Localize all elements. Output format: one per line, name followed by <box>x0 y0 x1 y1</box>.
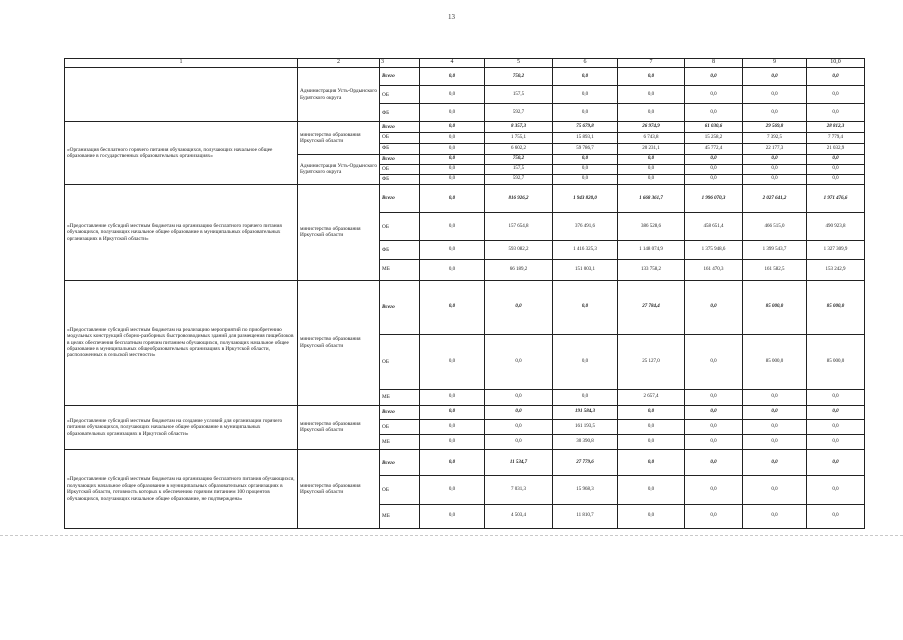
amount-cell: 85 000,0 <box>743 280 807 334</box>
column-number: 5 <box>485 59 553 68</box>
amount-cell: 1 416 325,3 <box>553 241 618 259</box>
column-number: 10,0 <box>807 59 865 68</box>
table-row <box>65 405 865 419</box>
amount-cell: 0,0 <box>618 154 685 164</box>
amount-cell: 0,0 <box>807 389 865 405</box>
amount-cell: 21 032,9 <box>807 143 865 154</box>
amount-cell: 376 491,6 <box>553 213 618 241</box>
column-number: 2 <box>298 59 380 68</box>
amount-cell: 1 943 820,0 <box>553 184 618 212</box>
amount-cell: 0,0 <box>685 86 743 104</box>
amount-cell: 0,0 <box>807 450 865 476</box>
funding-source: МБ <box>380 435 420 450</box>
table-body <box>65 59 865 529</box>
funding-source: ФБ <box>380 174 420 184</box>
amount-cell: 151 003,1 <box>553 259 618 280</box>
amount-cell: 0,0 <box>743 435 807 450</box>
amount-cell: 6 602,2 <box>485 143 553 154</box>
column-number-row <box>65 59 865 68</box>
amount-cell: 0,0 <box>685 174 743 184</box>
amount-cell: 0,0 <box>420 241 485 259</box>
amount-cell: 85 000,0 <box>743 335 807 389</box>
amount-cell: 466 515,0 <box>743 213 807 241</box>
amount-cell: 157 654,8 <box>485 213 553 241</box>
amount-cell: 816 926,2 <box>485 184 553 212</box>
amount-cell: 26 974,9 <box>618 122 685 132</box>
amount-cell: 0,0 <box>685 68 743 86</box>
amount-cell: 0,0 <box>685 419 743 434</box>
amount-cell: 0,0 <box>420 104 485 122</box>
amount-cell: 0,0 <box>743 154 807 164</box>
amount-cell: 6 743,8 <box>618 132 685 143</box>
funding-source: ФБ <box>380 104 420 122</box>
amount-cell: 161 582,5 <box>743 259 807 280</box>
amount-cell: 11 534,7 <box>485 450 553 476</box>
amount-cell: 0,0 <box>618 86 685 104</box>
measure-description: «Организация бесплатного горячего питания обучающихся, получающих начальное общее образование в государственных образовательных организациях» <box>65 122 298 185</box>
funding-source: МБ <box>380 389 420 405</box>
amount-cell: 0,0 <box>618 504 685 528</box>
funding-source: Всего <box>380 122 420 132</box>
amount-cell: 0,0 <box>618 419 685 434</box>
amount-cell: 0,0 <box>485 280 553 334</box>
funding-source: Всего <box>380 450 420 476</box>
amount-cell: 27 784,4 <box>618 280 685 334</box>
amount-cell: 0,0 <box>420 476 485 504</box>
amount-cell: 0,0 <box>420 450 485 476</box>
amount-cell: 0,0 <box>553 174 618 184</box>
amount-cell: 15 968,3 <box>553 476 618 504</box>
funding-source: ОБ <box>380 335 420 389</box>
amount-cell: 0,0 <box>807 419 865 434</box>
column-number: 7 <box>618 59 685 68</box>
amount-cell: 0,0 <box>485 335 553 389</box>
amount-cell: 0,0 <box>553 389 618 405</box>
funding-source: ОБ <box>380 419 420 434</box>
funding-source: ОБ <box>380 476 420 504</box>
amount-cell: 157,5 <box>485 164 553 174</box>
amount-cell: 0,0 <box>685 476 743 504</box>
amount-cell: 0,0 <box>685 280 743 334</box>
responsible-executor: министерство образования Иркутской области <box>298 450 380 529</box>
column-number: 6 <box>553 59 618 68</box>
amount-cell: 0,0 <box>420 213 485 241</box>
amount-cell: 750,2 <box>485 154 553 164</box>
amount-cell: 0,0 <box>485 389 553 405</box>
amount-cell: 0,0 <box>553 335 618 389</box>
funding-source: ОБ <box>380 132 420 143</box>
amount-cell: 133 758,2 <box>618 259 685 280</box>
amount-cell: 20 231,1 <box>618 143 685 154</box>
table-row <box>65 122 865 132</box>
table-row <box>65 280 865 334</box>
funding-source: Всего <box>380 405 420 419</box>
amount-cell: 1 148 074,9 <box>618 241 685 259</box>
amount-cell: 0,0 <box>685 154 743 164</box>
amount-cell: 458 651,4 <box>685 213 743 241</box>
amount-cell: 0,0 <box>420 280 485 334</box>
amount-cell: 0,0 <box>807 435 865 450</box>
amount-cell: 750,2 <box>485 68 553 86</box>
amount-cell: 0,0 <box>618 450 685 476</box>
measure-description: «Предоставление субсидий местным бюджетам на организацию бесплатного питания обучающихся, получающих начальное общее образование в муниципальных образовательных организациях в Иркутской области, готовность которых к обеспечению горячим питанием 100 процентов обучающихся, получающих начальное общее образование, не подтверждена» <box>65 450 298 529</box>
amount-cell: 15 893,1 <box>553 132 618 143</box>
amount-cell: 0,0 <box>743 389 807 405</box>
column-number: 3 <box>380 59 420 68</box>
responsible-executor: министерство образования Иркутской области <box>298 122 380 154</box>
amount-cell: 0,0 <box>420 389 485 405</box>
table-row <box>65 184 865 212</box>
funding-source: Всего <box>380 280 420 334</box>
budget-table <box>64 58 865 529</box>
column-number: 4 <box>420 59 485 68</box>
amount-cell: 191 584,3 <box>553 405 618 419</box>
page-number: 13 <box>448 13 455 21</box>
amount-cell: 0,0 <box>807 86 865 104</box>
funding-source: Всего <box>380 154 420 164</box>
measure-description: «Предоставление субсидий местным бюджетам на создание условий для организации горячего питания обучающихся, получающих начальное общее образование в муниципальных образовательных организациях в Иркутской области» <box>65 405 298 449</box>
amount-cell: 1 327 309,9 <box>807 241 865 259</box>
amount-cell: 0,0 <box>685 405 743 419</box>
responsible-executor: министерство образования Иркутской области <box>298 280 380 405</box>
measure-description: «Предоставление субсидий местным бюджетам на реализацию мероприятий по приобретению модульных конструкций сборно-разборных быстровозводимых зданий для размещения пищеблоков в целях обеспечения бесплатным горячим питанием обучающихся, получающих начальное общее образование в муниципальных общеобразовательных организациях в Иркутской области, расположенных в сельской местности» <box>65 280 298 405</box>
amount-cell: 157,5 <box>485 86 553 104</box>
amount-cell: 0,0 <box>618 68 685 86</box>
amount-cell: 0,0 <box>743 104 807 122</box>
amount-cell: 0,0 <box>743 450 807 476</box>
amount-cell: 25 127,0 <box>618 335 685 389</box>
amount-cell: 0,0 <box>618 435 685 450</box>
amount-cell: 0,0 <box>420 259 485 280</box>
amount-cell: 75 679,8 <box>553 122 618 132</box>
amount-cell: 0,0 <box>618 174 685 184</box>
amount-cell: 61 030,6 <box>685 122 743 132</box>
amount-cell: 2 657,4 <box>618 389 685 405</box>
funding-source: МБ <box>380 504 420 528</box>
amount-cell: 0,0 <box>743 164 807 174</box>
amount-cell: 1 755,1 <box>485 132 553 143</box>
amount-cell: 592,7 <box>485 174 553 184</box>
amount-cell: 0,0 <box>485 419 553 434</box>
amount-cell: 0,0 <box>743 86 807 104</box>
amount-cell: 0,0 <box>420 504 485 528</box>
amount-cell: 0,0 <box>807 174 865 184</box>
amount-cell: 7 031,3 <box>485 476 553 504</box>
amount-cell: 0,0 <box>553 164 618 174</box>
amount-cell: 0,0 <box>743 405 807 419</box>
amount-cell: 0,0 <box>420 419 485 434</box>
amount-cell: 0,0 <box>807 405 865 419</box>
amount-cell: 0,0 <box>420 184 485 212</box>
amount-cell: 0,0 <box>420 86 485 104</box>
table-row <box>65 450 865 476</box>
amount-cell: 29 569,8 <box>743 122 807 132</box>
funding-source: Всего <box>380 184 420 212</box>
amount-cell: 0,0 <box>685 335 743 389</box>
amount-cell: 1 668 361,7 <box>618 184 685 212</box>
measure-description: «Предоставление субсидий местным бюджетам на организацию бесплатного горячего питания обучающихся, получающих начальное общее образование в муниципальных образовательных организациях в Иркутской области» <box>65 184 298 280</box>
table-row <box>65 68 865 86</box>
amount-cell: 0,0 <box>743 504 807 528</box>
responsible-executor: Администрация Усть-Ордынского Бурятского округа <box>298 68 380 122</box>
amount-cell: 0,0 <box>553 280 618 334</box>
amount-cell: 0,0 <box>807 104 865 122</box>
amount-cell: 0,0 <box>743 419 807 434</box>
amount-cell: 15 258,2 <box>685 132 743 143</box>
amount-cell: 0,0 <box>420 164 485 174</box>
responsible-executor: Администрация Усть-Ордынского Бурятского округа <box>298 154 380 184</box>
amount-cell: 11 810,7 <box>553 504 618 528</box>
amount-cell: 592,7 <box>485 104 553 122</box>
amount-cell: 0,0 <box>743 476 807 504</box>
amount-cell: 153 242,9 <box>807 259 865 280</box>
page-bottom-rule <box>0 535 903 536</box>
funding-source: МБ <box>380 259 420 280</box>
amount-cell: 0,0 <box>420 68 485 86</box>
amount-cell: 0,0 <box>685 104 743 122</box>
funding-source: ФБ <box>380 143 420 154</box>
amount-cell: 0,0 <box>807 476 865 504</box>
amount-cell: 0,0 <box>420 335 485 389</box>
amount-cell: 161 470,3 <box>685 259 743 280</box>
amount-cell: 1 971 476,6 <box>807 184 865 212</box>
amount-cell: 0,0 <box>485 435 553 450</box>
amount-cell: 30 390,8 <box>553 435 618 450</box>
amount-cell: 28 812,3 <box>807 122 865 132</box>
amount-cell: 0,0 <box>685 504 743 528</box>
amount-cell: 0,0 <box>743 68 807 86</box>
amount-cell: 0,0 <box>420 122 485 132</box>
amount-cell: 0,0 <box>553 68 618 86</box>
amount-cell: 4 503,4 <box>485 504 553 528</box>
funding-source: ОБ <box>380 164 420 174</box>
amount-cell: 0,0 <box>420 143 485 154</box>
amount-cell: 0,0 <box>807 504 865 528</box>
amount-cell: 8 357,3 <box>485 122 553 132</box>
amount-cell: 593 082,2 <box>485 241 553 259</box>
amount-cell: 0,0 <box>420 174 485 184</box>
amount-cell: 0,0 <box>420 154 485 164</box>
amount-cell: 0,0 <box>553 86 618 104</box>
amount-cell: 0,0 <box>807 164 865 174</box>
funding-source: ОБ <box>380 86 420 104</box>
amount-cell: 386 528,6 <box>618 213 685 241</box>
responsible-executor: министерство образования Иркутской области <box>298 184 380 280</box>
measure-description <box>65 68 298 122</box>
amount-cell: 0,0 <box>485 405 553 419</box>
amount-cell: 0,0 <box>807 154 865 164</box>
responsible-executor: министерство образования Иркутской области <box>298 405 380 449</box>
amount-cell: 0,0 <box>420 405 485 419</box>
amount-cell: 27 779,6 <box>553 450 618 476</box>
amount-cell: 0,0 <box>618 405 685 419</box>
column-number: 1 <box>65 59 298 68</box>
amount-cell: 22 177,3 <box>743 143 807 154</box>
amount-cell: 0,0 <box>685 164 743 174</box>
amount-cell: 0,0 <box>618 164 685 174</box>
amount-cell: 7 392,5 <box>743 132 807 143</box>
amount-cell: 0,0 <box>807 68 865 86</box>
amount-cell: 0,0 <box>420 435 485 450</box>
column-number: 8 <box>685 59 743 68</box>
amount-cell: 2 027 641,2 <box>743 184 807 212</box>
amount-cell: 0,0 <box>420 132 485 143</box>
amount-cell: 161 193,5 <box>553 419 618 434</box>
funding-source: ОБ <box>380 213 420 241</box>
amount-cell: 45 772,4 <box>685 143 743 154</box>
column-number: 9 <box>743 59 807 68</box>
funding-source: Всего <box>380 68 420 86</box>
amount-cell: 0,0 <box>553 104 618 122</box>
amount-cell: 0,0 <box>685 389 743 405</box>
amount-cell: 1 375 948,6 <box>685 241 743 259</box>
amount-cell: 1 996 070,3 <box>685 184 743 212</box>
amount-cell: 85 000,0 <box>807 280 865 334</box>
amount-cell: 0,0 <box>743 174 807 184</box>
amount-cell: 0,0 <box>685 435 743 450</box>
amount-cell: 0,0 <box>618 476 685 504</box>
amount-cell: 0,0 <box>618 104 685 122</box>
amount-cell: 0,0 <box>553 154 618 164</box>
amount-cell: 66 189,2 <box>485 259 553 280</box>
amount-cell: 0,0 <box>685 450 743 476</box>
amount-cell: 1 399 543,7 <box>743 241 807 259</box>
funding-source: ФБ <box>380 241 420 259</box>
amount-cell: 85 000,0 <box>807 335 865 389</box>
amount-cell: 59 786,7 <box>553 143 618 154</box>
amount-cell: 7 779,4 <box>807 132 865 143</box>
amount-cell: 490 923,8 <box>807 213 865 241</box>
